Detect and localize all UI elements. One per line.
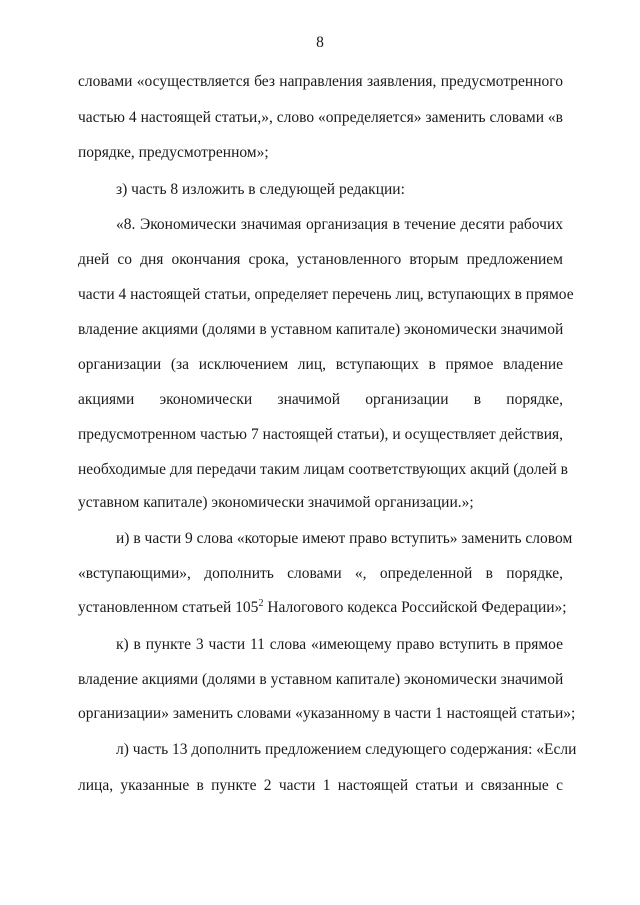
- text-line-with-superscript: [78, 597, 567, 618]
- text-line: «вступающими», дополнить словами «, определенной в порядке,: [78, 565, 563, 582]
- text-line: к) в пункте 3 части 11 слова «имеющему право вступить в прямое: [116, 636, 563, 653]
- text-line: части 4 настоящей статьи, определяет перечень лиц, вступающих в прямое: [78, 286, 574, 303]
- superscript: 2: [258, 597, 264, 609]
- text-line: организации» заменить словами «указанному в части 1 настоящей статьи»;: [78, 705, 576, 722]
- text-line: з) часть 8 изложить в следующей редакции:: [116, 181, 405, 198]
- text-segment: Налогового кодекса Российской Федерации»;: [263, 599, 567, 616]
- text-line: частью 4 настоящей статьи,», слово «определяется» заменить словами «в: [78, 109, 563, 126]
- text-line: акциями экономически значимой организации в порядке,: [78, 391, 563, 408]
- text-line: словами «осуществляется без направления заявления, предусмотренного: [78, 73, 563, 90]
- text-line: л) часть 13 дополнить предложением следующего содержания: «Если: [116, 741, 577, 758]
- text-line: владение акциями (долями в уставном капитале) экономически значимой: [78, 321, 564, 338]
- text-segment: установленном статьей 105: [78, 599, 259, 616]
- page-number: 8: [316, 34, 324, 51]
- text-line: и) в части 9 слова «которые имеют право вступить» заменить словом: [116, 530, 573, 547]
- text-line: дней со дня окончания срока, установленного вторым предложением: [78, 251, 563, 268]
- text-line: владение акциями (долями в уставном капитале) экономически значимой: [78, 671, 564, 688]
- text-line: лица, указанные в пункте 2 части 1 настоящей статьи и связанные с: [78, 777, 563, 794]
- text-line: необходимые для передачи таким лицам соответствующих акций (долей в: [78, 461, 568, 478]
- text-line: порядке, предусмотренном»;: [78, 144, 269, 161]
- text-line: уставном капитале) экономически значимой организации.»;: [78, 494, 474, 511]
- text-line: предусмотренном частью 7 настоящей статьи), и осуществляет действия,: [78, 426, 563, 443]
- text-line: организации (за исключением лиц, вступающих в прямое владение: [78, 356, 563, 373]
- text-line: «8. Экономически значимая организация в течение десяти рабочих: [116, 216, 563, 233]
